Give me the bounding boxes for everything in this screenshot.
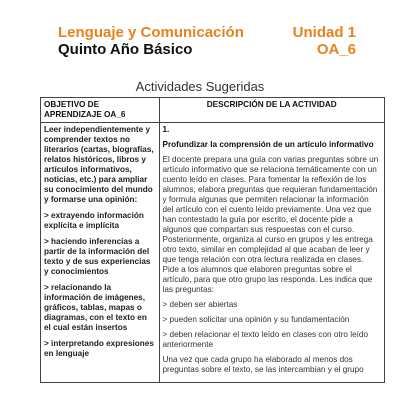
grade-title: Quinto Año Básico bbox=[58, 41, 193, 58]
table-row bbox=[41, 123, 385, 383]
activity-number: 1. bbox=[162, 125, 170, 134]
section-title: Actividades Sugeridas bbox=[135, 79, 265, 94]
subject-title: Lenguaje y Comunicación bbox=[58, 24, 244, 41]
activity-item: > deben relacionar el texto leído en clases con otro leído anteriormente bbox=[162, 330, 369, 349]
table-header-row bbox=[41, 98, 385, 123]
header-left bbox=[58, 24, 244, 58]
activity-item: > deben ser abiertas bbox=[162, 300, 238, 309]
description-column-header: DESCRIPCIÓN DE LA ACTIVIDAD bbox=[159, 98, 385, 123]
objective-cell bbox=[41, 123, 160, 383]
unit-label: Unidad 1 bbox=[292, 24, 356, 41]
activity-paragraph: El docente prepara una guía con varias preguntas sobre un artículo informativo que se relaciona temáticamente con un cuento leído en clases. Para fomentar la reflexión de los alumnos, elabora preguntas que requieran fundamentación y formula algunas que permiten relacionar la información del artículo con el cuento leído previamente. Una vez que han contestado la guía por escrito, el docente pide a algunos que compartan sus respuestas con el curso. Posteriormente, organiza al curso en grupos y les entrega otro texto, similar en complejidad al que acaban de leer y que tenga relación con otra lectura realizada en clases. Pide a los alumnos que elaboren preguntas sobre el artículo, para que otro grupo las responda. Les indica que las preguntas: bbox=[162, 155, 379, 294]
activity-title: Profundizar la comprensión de un artículo informativo bbox=[162, 140, 374, 149]
activity-item: > pueden solicitar una opinión y su fundamentación bbox=[162, 315, 350, 324]
objective-item: > relacionando la información de imágenes, gráficos, tablas, mapas o diagramas, con el texto en el cual están insertos bbox=[44, 283, 147, 332]
page-header bbox=[58, 24, 356, 64]
header-right bbox=[293, 24, 356, 58]
objective-item: > haciendo inferencias a partir de la información del texto y de sus experiencias y conocimientos bbox=[44, 237, 151, 276]
objective-item: > extrayendo información explícita e implícita bbox=[44, 211, 144, 230]
objective-item: > interpretando expresiones en lenguaje bbox=[44, 339, 154, 358]
objective-intro: Leer independientemente y comprender textos no literarios (cartas, biografías, relatos históricos, libros y artículos informativos, noticias, etc.) para ampliar su conocimiento del mundo y formarse una opinión: bbox=[44, 125, 154, 204]
activity-closing: Una vez que cada grupo ha elaborado al menos dos preguntas sobre el texto, se las intercambian y el grupo bbox=[162, 355, 364, 374]
activities-table bbox=[40, 97, 385, 383]
oa-label: OA_6 bbox=[316, 41, 356, 58]
description-cell bbox=[159, 123, 385, 383]
objective-column-header: OBJETIVO DE APRENDIZAJE OA_6 bbox=[41, 98, 160, 123]
